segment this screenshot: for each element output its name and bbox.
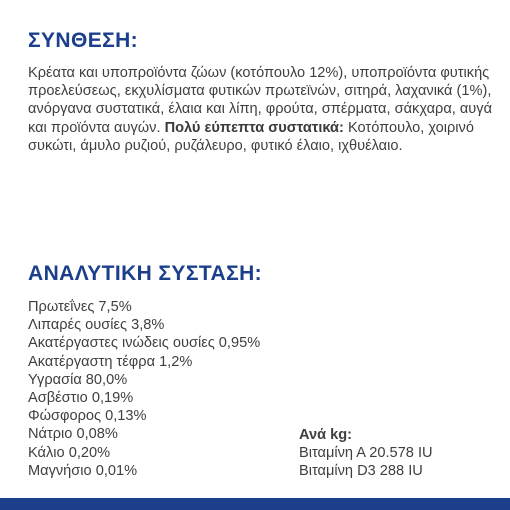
vitamins-block — [299, 426, 499, 481]
analysis-item-phosphorus: Φώσφορος 0,13% — [28, 408, 147, 425]
bottom-bar — [0, 498, 510, 510]
analysis-item-sodium: Νάτριο 0,08% — [28, 426, 118, 443]
digestible-ingredients-label: Πολύ εύπεπτα συστατικά: — [164, 119, 344, 136]
composition-text: Κρέατα και υποπροϊόντα ζώων (κοτόπουλο 12%), υποπροϊόντα φυτικής προελεύσεως, εκχυλίσματα φυτικών πρωτεϊνών, σιτηρά, λαχανικά (1%), ανόργανα συστατικά, έλαια και λίπη, φρούτα, σπέρματα, σάκχαρα, αυγά και προϊόντα αυγών. — [28, 65, 493, 136]
analysis-list — [28, 298, 328, 480]
vitamin-a: Βιταμίνη Α 20.578 IU — [299, 445, 433, 462]
composition-heading: ΣΥΝΘΕΣΗ: — [28, 29, 139, 52]
analysis-item-fat: Λιπαρές ουσίες 3,8% — [28, 317, 165, 334]
analysis-item-moisture: Υγρασία 80,0% — [28, 371, 128, 388]
digestible-ingredients-text: Κοτόπουλο, χοιρινό συκώτι, άμυλο ρυζιού, ρυζάλευρο, φυτικό έλαιο, ιχθυέλαιο. — [28, 119, 474, 154]
analysis-item-ash: Ακατέργαστη τέφρα 1,2% — [28, 353, 193, 370]
vitamin-d3: Βιταμίνη D3 288 IU — [299, 463, 423, 480]
analysis-item-potassium: Κάλιο 0,20% — [28, 444, 111, 461]
vitamins-title: Ανά kg: — [299, 427, 353, 443]
composition-paragraph — [28, 64, 498, 155]
analysis-item-fibre: Ακατέργαστες ινώδεις ουσίες 0,95% — [28, 335, 261, 352]
analysis-item-calcium: Ασβέστιο 0,19% — [28, 390, 134, 407]
analysis-heading: ΑΝΑΛΥΤΙΚΗ ΣΥΣΤΑΣΗ: — [28, 262, 263, 285]
analysis-item-protein: Πρωτεΐνες 7,5% — [28, 299, 132, 315]
analysis-item-magnesium: Μαγνήσιο 0,01% — [28, 462, 138, 479]
